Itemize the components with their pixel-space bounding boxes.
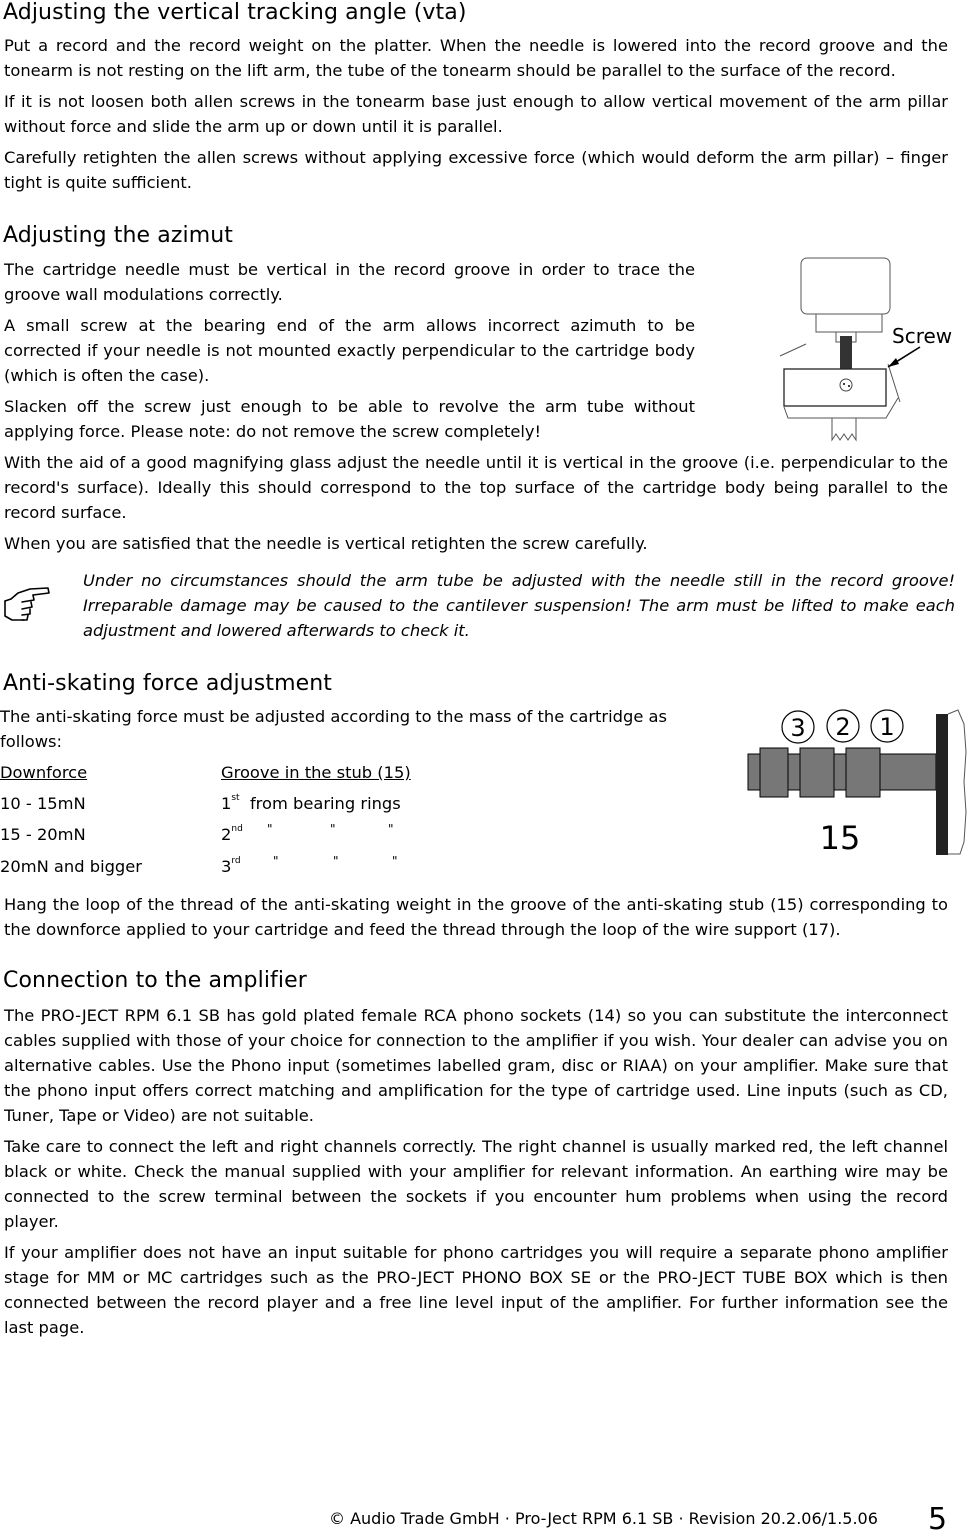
antiskating-heading: Anti-skating force adjustment — [3, 671, 333, 696]
footer-copyright: © Audio Trade GmbH · Pro-Ject RPM 6.1 SB · Revision 20.2.06/1.5.06 — [329, 1509, 878, 1528]
vta-paragraph-2: If it is not loosen both allen screws in the tonearm base just enough to allow vertical movement of the arm pillar without force and slide the arm up or down until it is parallel. — [4, 92, 948, 136]
antiskating-paragraph-2: Hang the loop of the thread of the anti-skating weight in the groove of the anti-skating stub (15) corresponding to the downforce applied to your cartridge and feed the thread through the loop of the wire support (17). — [4, 895, 948, 939]
stub-end-shape — [748, 754, 760, 790]
amp-paragraph-1: The PRO-JECT RPM 6.1 SB has gold plated female RCA phono sockets (14) so you can substitute the interconnect cables supplied with those of your choice for connection to the amplifier if you wish. Your dealer can advise you on alternative cables. Use the Phono input (sometimes labelled gram, disc or RIAA) on your amplifier. Make sure that the phono input offers correct matching and amplification for the type of cartridge used. Line inputs (such as CD, Tuner, Tape or Video) are not suitable. — [4, 1006, 948, 1125]
stub-mount-outline — [948, 710, 966, 854]
screw-pointer-arrowhead — [888, 358, 899, 367]
azimut-paragraph-5: When you are satisfied that the needle is vertical retighten the screw carefully. — [4, 534, 648, 553]
azimut-paragraph-1: The cartridge needle must be vertical in the record groove in order to trace the groove wall modulations correctly. — [4, 260, 695, 304]
row-2-ditto-3: " — [388, 822, 394, 836]
page-number: 5 — [928, 1502, 948, 1537]
row-2-ditto-2: " — [330, 822, 336, 836]
row-3-groove: 3rd — [221, 856, 241, 876]
headshell-shape — [816, 314, 882, 332]
screw-label: Screw — [892, 324, 953, 348]
stub-part-number: 15 — [819, 819, 861, 857]
azimut-paragraph-2: A small screw at the bearing end of the arm allows incorrect azimuth to be corrected if your needle is not mounted exactly perpendicular to the cartridge body (which is often the case). — [4, 316, 695, 385]
row-2-downforce: 15 - 20mN — [0, 825, 86, 844]
amp-heading: Connection to the amplifier — [3, 968, 307, 993]
groove-3-label: 3 — [790, 714, 806, 742]
column-header-downforce: Downforce — [0, 763, 88, 782]
azimuth-screw-figure — [770, 252, 970, 444]
stub-shaft-shape — [880, 754, 936, 790]
azimut-paragraph-4: With the aid of a good magnifying glass adjust the needle until it is vertical in the groove (i.e. perpendicular to the record's surface). Ideally this should correspond to the top surface of the cartridge body being parallel to the record surface. — [4, 453, 948, 522]
row-3-ditto-2: " — [333, 854, 339, 868]
row-3-downforce: 20mN and bigger — [0, 857, 142, 876]
vta-heading: Adjusting the vertical tracking angle (vta) — [3, 0, 467, 25]
vta-paragraph-3: Carefully retighten the allen screws without applying excessive force (which would deform the arm pillar) – finger tight is quite sufficient. — [4, 148, 948, 192]
stub-base-plate — [936, 714, 948, 855]
row-1-groove: 1st from bearing rings — [221, 793, 401, 813]
groove-1-label: 1 — [879, 713, 895, 741]
groove-2-label: 2 — [835, 713, 851, 741]
amp-paragraph-3: If your amplifier does not have an input suitable for phono cartridges you will require a separate phono amplifier stage for MM or MC cartridges such as the PRO-JECT PHONO BOX SE or the PRO-JECT TUBE BOX which is then connected between the record player and a free line level input of the amplifier. For further information see the last page. — [4, 1243, 948, 1337]
arm-bearing-shape — [784, 369, 886, 406]
row-3-ditto-3: " — [392, 854, 398, 868]
azimut-heading: Adjusting the azimut — [3, 223, 234, 248]
cartridge-body-shape — [801, 258, 890, 314]
antiskating-stub-figure — [744, 702, 970, 862]
row-2-ditto-1: " — [267, 822, 273, 836]
pointing-hand-icon — [2, 585, 52, 625]
antiskating-intro: The anti-skating force must be adjusted according to the mass of the cartridge as follows: — [0, 707, 667, 751]
row-1-downforce: 10 - 15mN — [0, 794, 86, 813]
column-header-groove: Groove in the stub (15) — [221, 763, 411, 782]
row-2-groove: 2nd — [221, 824, 243, 844]
warning-note: Under no circumstances should the arm tube be adjusted with the needle still in the record groove! Irreparable damage may be caused to the cantilever suspension! The arm must be lifted to make each adjustment and lowered afterwards to check it. — [83, 571, 955, 640]
amp-paragraph-2: Take care to connect the left and right channels correctly. The right channel is usually marked red, the left channel black or white. Check the manual supplied with your amplifier for relevant information. An earthing wire may be connected to the screw terminal between the sockets if you encounter hum problems when using the record player. — [4, 1137, 948, 1231]
vta-paragraph-1: Put a record and the record weight on the platter. When the needle is lowered into the record groove and the tonearm is not resting on the lift arm, the tube of the tonearm should be parallel to the surface of the record. — [4, 36, 948, 80]
screw-shape — [840, 336, 852, 370]
row-3-ditto-1: " — [273, 854, 279, 868]
azimut-paragraph-3: Slacken off the screw just enough to be able to revolve the arm tube without applying force. Please note: do not remove the screw completely! — [4, 397, 695, 441]
